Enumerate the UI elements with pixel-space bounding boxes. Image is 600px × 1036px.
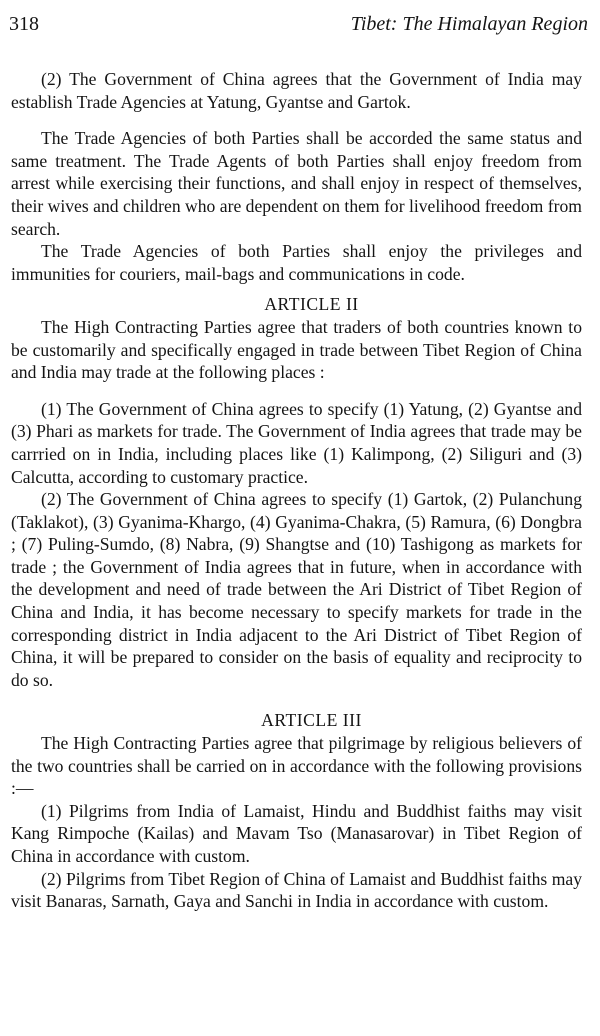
body-text [11, 68, 582, 913]
paragraph-trade-agencies-status: The Trade Agencies of both Parties shall be accorded the same status and same treatment. The Trade Agents of both Parties shall enjoy freedom from arrest while exercising their functions, and shall enjoy in respect of themselves, their wives and children who are dependent on them for livelihood freedom from search. [11, 128, 582, 239]
article-ii-clause-2: (2) The Government of China agrees to specify (1) Gartok, (2) Pulanchung (Taklakot), (3) Gyanima-Khargo, (4) Gyanima-Chakra, (5) Ramura, (6) Dongbra ; (7) Puling-Sumdo, (8) Nabra, (9) Shangtse and (10) Tashigong as markets for trade ; the Government of India agrees that in future, when in accordance with the development and need of trade between the Ari District of Tibet Region of China and India, it has become necessary to specify markets for trade in the corresponding district in India adjacent to the Ari District of Tibet Region of China, it will be prepared to consider on the basis of equality and reciprocity to do so. [11, 489, 582, 690]
article-iii-intro: The High Contracting Parties agree that pilgrimage by religious believers of the two countries shall be carried on in accordance with the following provisions :— [11, 733, 582, 799]
article-iii-heading: ARTICLE III [261, 710, 362, 731]
paragraph-trade-agencies-establish: (2) The Government of China agrees that the Government of India may establish Trade Agencies at Yatung, Gyantse and Gartok. [11, 69, 582, 112]
article-iii-clause-1: (1) Pilgrims from India of Lamaist, Hindu and Buddhist faiths may visit Kang Rimpoche (Kailas) and Mavam Tso (Manasarovar) in Tibet Region of China in accordance with custom. [11, 800, 582, 866]
page-header [9, 10, 588, 38]
article-ii-intro: The High Contracting Parties agree that traders of both countries known to be customarily and specifically engaged in trade between Tibet Region of China and India may trade at the following places : [11, 316, 582, 383]
article-iii-clause-2: (2) Pilgrims from Tibet Region of China of Lamaist and Buddhist faiths may visit Banaras, Sarnath, Gaya and Sanchi in India in accordance with custom. [11, 868, 582, 912]
article-ii-clause-1: (1) The Government of China agrees to specify (1) Yatung, (2) Gyantse and (3) Phari as markets for trade. The Government of India agrees that trade may be carrried on in India, including places like (1) Kalimpong, (2) Siliguri and (3) Calcutta, according to customary practice. [11, 398, 582, 487]
page-number: 318 [9, 13, 39, 35]
running-title: Tibet: The Himalayan Region [350, 13, 588, 35]
paragraph-trade-agencies-privileges: The Trade Agencies of both Parties shall enjoy the privileges and immunities for couriers, mail-bags and communications in code. [11, 241, 582, 284]
article-ii-heading: ARTICLE II [264, 294, 359, 315]
